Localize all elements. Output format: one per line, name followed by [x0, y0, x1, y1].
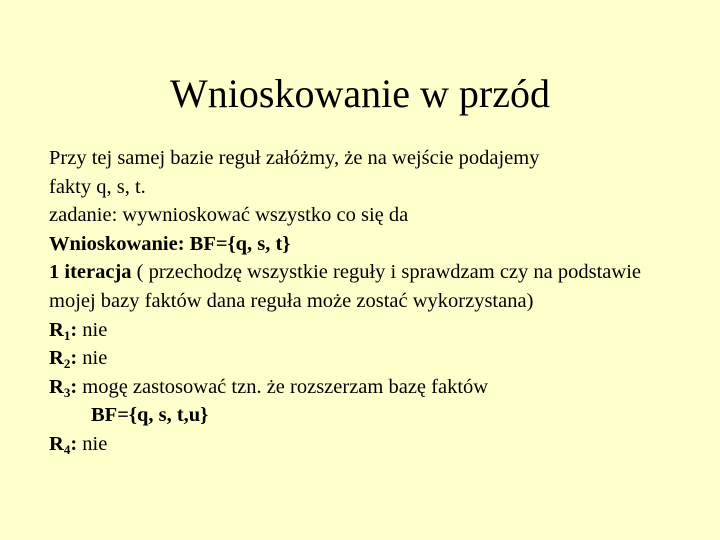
rule-2-result: nie	[77, 347, 108, 370]
slide-body	[49, 144, 641, 459]
slide-title: Wnioskowanie w przód	[170, 71, 550, 116]
iteration-text: ( przechodzę wszystkie reguły i sprawdzam czy na podstawie mojej bazy faktów dana reguła może zostać wykorzystana)	[49, 261, 641, 312]
iteration-paragraph	[49, 258, 641, 315]
task-line: zadanie: wywnioskować wszystko co się da	[49, 204, 409, 227]
facts-line: fakty q, s, t.	[49, 175, 146, 198]
new-bf: BF={q, s, t,u}	[91, 404, 209, 427]
inference-bf: Wnioskowanie: BF={q, s, t}	[49, 232, 291, 255]
intro-line: Przy tej samej bazie reguł załóżmy, że na wejście podajemy	[49, 147, 540, 169]
new-bf-line	[49, 401, 641, 430]
rule-4-label: $R_4$:	[49, 432, 78, 457]
rule-3-label: $R_3$:	[49, 375, 78, 400]
iteration-label: 1 iteracja	[49, 261, 132, 284]
rule-1-label: $R_1$:	[49, 318, 78, 343]
rule-3-result: mogę zastosować tzn. że rozszerzam bazę faktów	[77, 375, 489, 398]
rule-1-result: nie	[77, 318, 108, 341]
rule-2-label: $R_2$:	[49, 347, 78, 372]
rule-3-line	[49, 373, 641, 402]
rule-2-line	[49, 344, 641, 373]
rule-4-result: nie	[77, 432, 108, 455]
rule-4-line	[49, 430, 641, 459]
inference-heading	[49, 230, 641, 259]
rule-1-line	[49, 316, 641, 345]
